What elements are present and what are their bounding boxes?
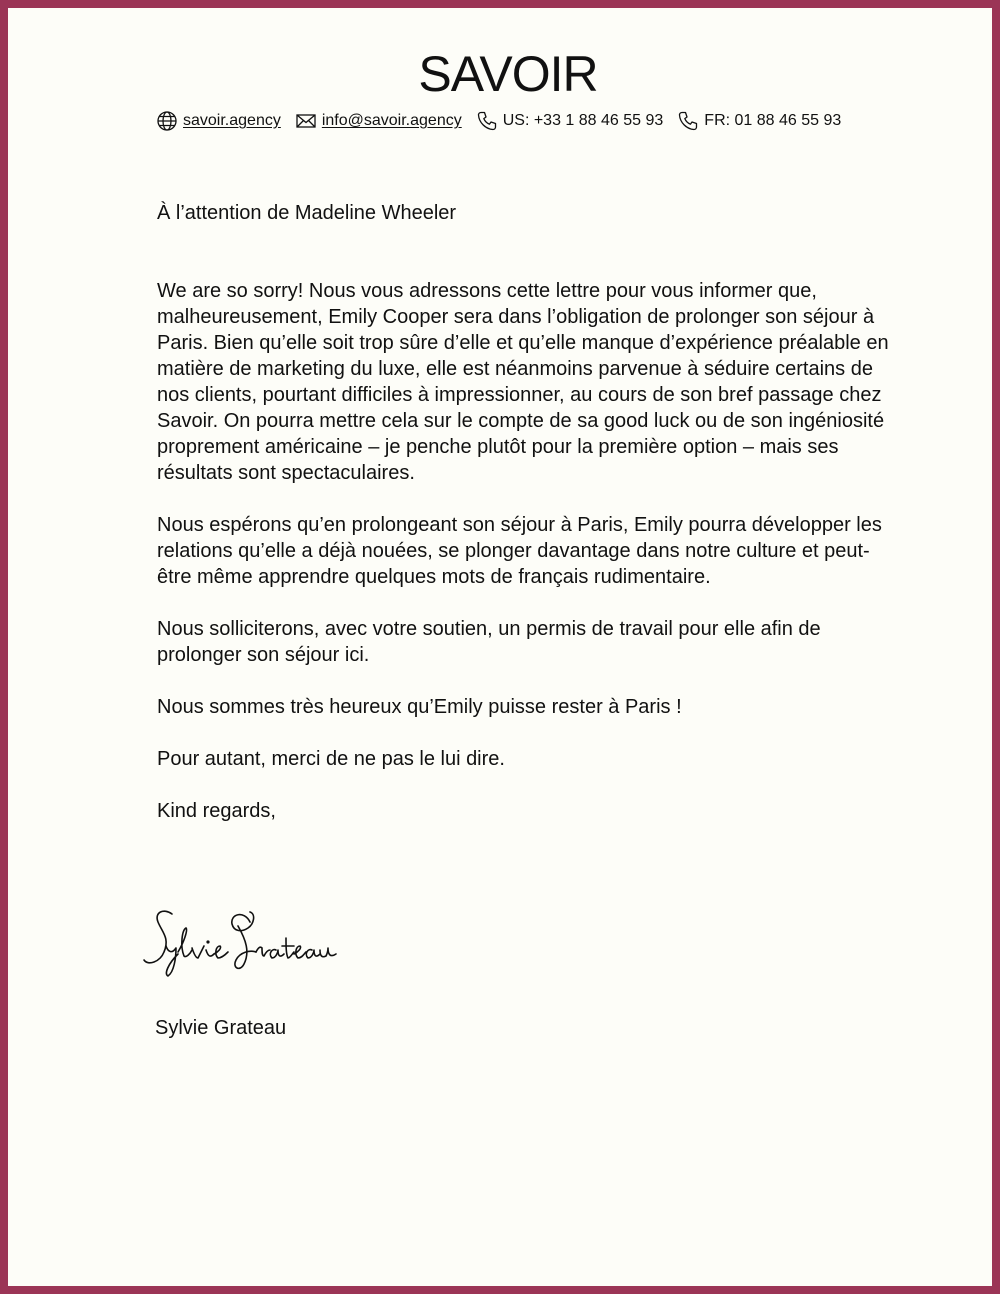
globe-icon	[156, 110, 178, 132]
website-link[interactable]: savoir.agency	[183, 112, 281, 129]
contact-bar	[156, 108, 855, 134]
contact-phone-us	[476, 110, 664, 132]
letter-salutation: À l’attention de Madeline Wheeler	[157, 202, 457, 224]
letter-paragraph-2: Nous espérons qu’en prolongeant son séjour à Paris, Emily pourra développer les relations qu’elle a déjà nouées, se plonger davantage dans notre culture et peut-être même apprendre quelques mots de français rudimentaire.	[157, 514, 882, 588]
contact-website	[156, 110, 281, 132]
envelope-icon	[295, 110, 317, 132]
letter-body	[157, 200, 897, 824]
letter-paragraph-1: We are so sorry! Nous vous adressons cette lettre pour vous informer que, malheureusement, Emily Cooper sera dans l’obligation de prolonger son séjour à Paris. Bien qu’elle soit trop sûre d’elle et qu’elle manque d’expérience préalable en matière de marketing du luxe, elle est néanmoins parvenue à séduire certains de nos clients, pourtant difficiles à impressionner, au cours de son bref passage chez Savoir. On pourra mettre cela sur le compte de sa good luck ou de son ingéniosité proprement américaine – je penche plutôt pour la première option – mais ses résultats sont spectaculaires.	[157, 280, 889, 484]
phone-us-number: US: +33 1 88 46 55 93	[502, 112, 664, 129]
contact-email	[295, 110, 462, 132]
company-logo: SAVOIR	[418, 46, 598, 102]
letter-paragraph-4: Nous sommes très heureux qu’Emily puisse rester à Paris !	[157, 696, 682, 718]
signer-name: Sylvie Grateau	[155, 1017, 287, 1039]
email-link[interactable]: info@savoir.agency	[321, 112, 462, 129]
phone-fr-number: FR: 01 88 46 55 93	[704, 112, 842, 129]
letter-paragraph-3: Nous solliciterons, avec votre soutien, un permis de travail pour elle afin de prolonger son séjour ici.	[157, 618, 821, 666]
letter-paragraph-5: Pour autant, merci de ne pas le lui dire.	[157, 748, 505, 770]
handwritten-signature	[138, 902, 348, 982]
contact-phone-fr	[677, 110, 841, 132]
phone-icon	[677, 110, 699, 132]
letter-closing: Kind regards,	[157, 800, 276, 822]
phone-icon	[476, 110, 498, 132]
